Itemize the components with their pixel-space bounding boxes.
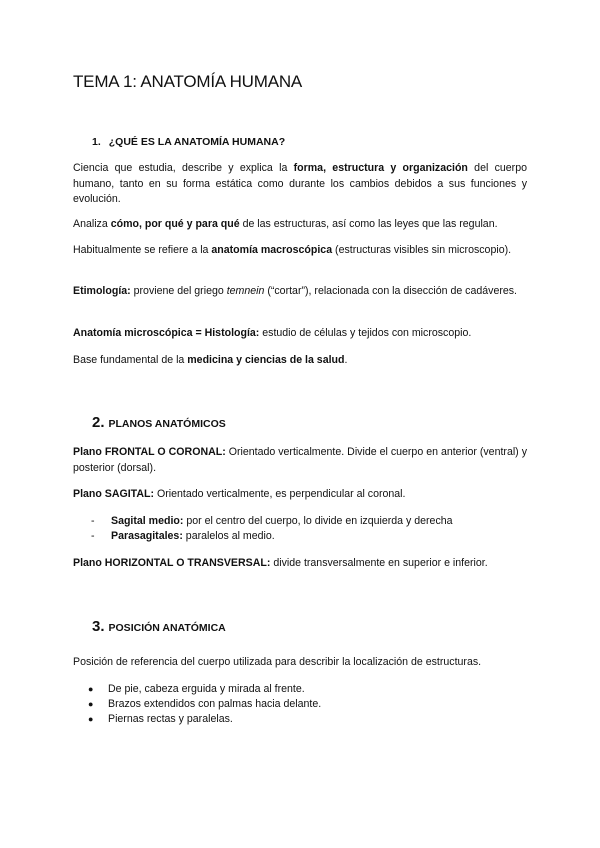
section-2-paragraph-3: Plano HORIZONTAL O TRANSVERSAL: divide transversalmente en superior e inferior. — [73, 557, 488, 569]
section-1-paragraph-5: Anatomía microscópica = Histología: estudio de células y tejidos con microscopio. — [73, 327, 472, 339]
section-2-paragraph-1: Plano FRONTAL O CORONAL: Orientado verticalmente. Divide el cuerpo en anterior (ventral) y posterior (dorsal). — [73, 446, 527, 474]
section-1-number: 1. — [92, 136, 101, 148]
section-2-number: 2. — [92, 414, 105, 431]
document-title: TEMA 1: ANATOMÍA HUMANA — [73, 72, 303, 91]
list-item: - Parasagitales: paralelos al medio. — [91, 530, 275, 542]
list-item: - Sagital medio: por el centro del cuerpo, lo divide en izquierda y derecha — [91, 515, 453, 527]
section-3-paragraph-1: Posición de referencia del cuerpo utilizada para describir la localización de estructuras. — [73, 656, 482, 668]
list-item: ● De pie, cabeza erguida y mirada al frente. — [88, 683, 305, 695]
section-3-heading — [92, 618, 226, 635]
section-2-title: PLANOS ANATÓMICOS — [108, 418, 226, 430]
section-3-title: POSICIÓN ANATÓMICA — [108, 622, 226, 634]
section-1-title: ¿QUÉ ES LA ANATOMÍA HUMANA? — [108, 136, 286, 148]
list-item: ● Piernas rectas y paralelas. — [88, 713, 233, 725]
anatomical-position-list — [88, 682, 321, 727]
section-1-paragraph-2: Analiza cómo, por qué y para qué de las estructuras, así como las leyes que las regulan. — [73, 218, 498, 230]
section-3-number: 3. — [92, 618, 105, 635]
section-1-paragraph-6: Base fundamental de la medicina y ciencias de la salud. — [73, 354, 348, 366]
section-1-paragraph-1: Ciencia que estudia, describe y explica la forma, estructura y organización del cuerpo humano, tanto en su forma estática como durante los cambios debidos a sus funciones y evolución. — [73, 162, 527, 205]
section-2-paragraph-2: Plano SAGITAL: Orientado verticalmente, es perpendicular al coronal. — [73, 488, 406, 500]
sagittal-plane-list — [91, 514, 453, 544]
section-1-paragraph-4: Etimología: proviene del griego temnein (“cortar”), relacionada con la disección de cadáveres. — [73, 285, 517, 297]
section-2-heading — [92, 414, 226, 431]
section-1-paragraph-3: Habitualmente se refiere a la anatomía macroscópica (estructuras visibles sin microscopio). — [73, 244, 512, 256]
list-item: ● Brazos extendidos con palmas hacia delante. — [88, 698, 322, 710]
section-1-heading — [92, 136, 285, 148]
